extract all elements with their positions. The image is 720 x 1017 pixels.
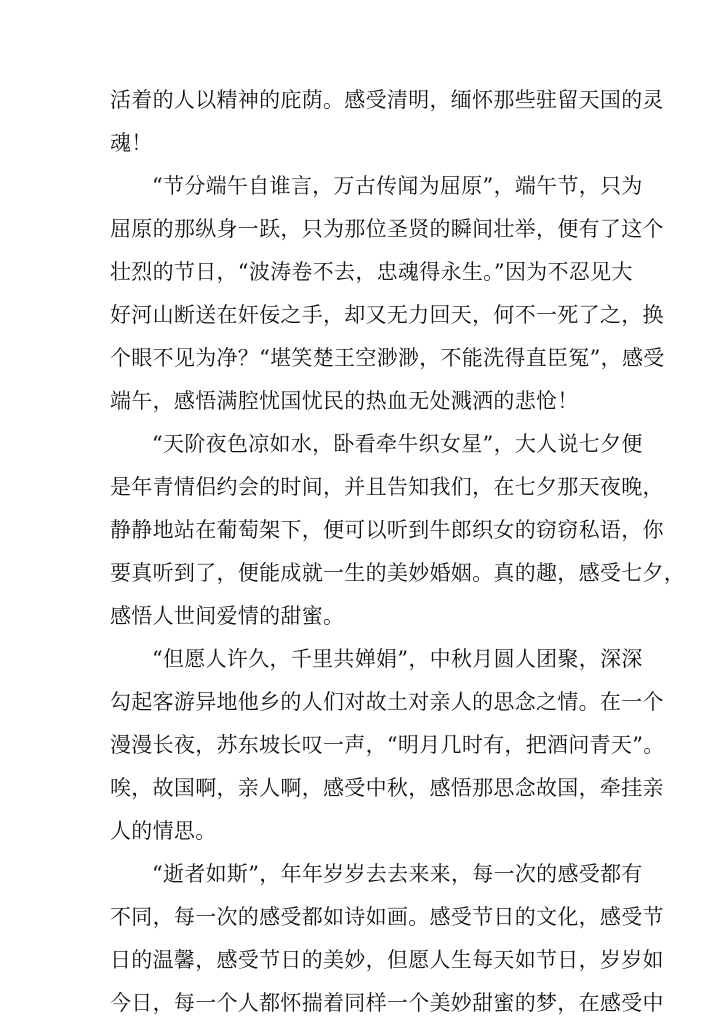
- text-line: 静静地站在葡萄架下，便可以听到牛郎织女的窃窃私语，你: [110, 518, 664, 542]
- text-line: 要真听到了，便能成就一生的美妙婚姻。真的趣，感受七夕，: [110, 561, 686, 585]
- text-line: 好河山断送在奸佞之手，却又无力回天，何不一死了之，换: [110, 303, 664, 327]
- text-line: 是年青情侣约会的时间，并且告知我们，在七夕那天夜晚，: [110, 475, 664, 499]
- text-line: 感悟人世间爱情的甜蜜。: [110, 604, 345, 628]
- text-line: 屈原的那纵身一跃，只为那位圣贤的瞬间壮举，便有了这个: [110, 217, 664, 241]
- text-line: 日的温馨，感受节日的美妙，但愿人生每天如节日，岁岁如: [110, 948, 664, 972]
- text-line: 今日，每一个人都怀揣着同样一个美妙甜蜜的梦，在感受中: [110, 991, 664, 1015]
- paragraph-start-line: “逝者如斯”，年年岁岁去去来来，每一次的感受都有: [152, 862, 643, 886]
- paragraph-start-line: “节分端午自谁言，万古传闻为屈原”，端午节，只为: [152, 174, 643, 198]
- paragraph-start-line: “天阶夜色凉如水，卧看牵牛织女星”，大人说七夕便: [152, 432, 643, 456]
- text-line: 个眼不见为净？“堪笑楚王空渺渺，不能洗得直臣冤”，感受: [110, 346, 665, 370]
- text-line: 端午，感悟满腔忧国忧民的热血无处溅洒的悲怆！: [110, 389, 579, 413]
- text-line: 勾起客游异地他乡的人们对故土对亲人的思念之情。在一个: [110, 690, 664, 714]
- paragraph-start-line: “但愿人许久，千里共婵娟”，中秋月圆人团聚，深深: [152, 647, 643, 671]
- text-line: 漫漫长夜，苏东坡长叹一声，“明月几时有，把酒问青天”。: [110, 733, 665, 757]
- text-line: 活着的人以精神的庇荫。感受清明，缅怀那些驻留天国的灵: [110, 88, 664, 112]
- text-line: 人的情思。: [110, 819, 217, 843]
- text-line: 不同，每一次的感受都如诗如画。感受节日的文化，感受节: [110, 905, 664, 929]
- text-line: 魂！: [110, 131, 153, 155]
- text-line: 唉，故国啊，亲人啊，感受中秋，感悟那思念故国，牵挂亲: [110, 776, 664, 800]
- text-line: 壮烈的节日，“波涛卷不去，忠魂得永生。”因为不忍见大: [110, 260, 633, 284]
